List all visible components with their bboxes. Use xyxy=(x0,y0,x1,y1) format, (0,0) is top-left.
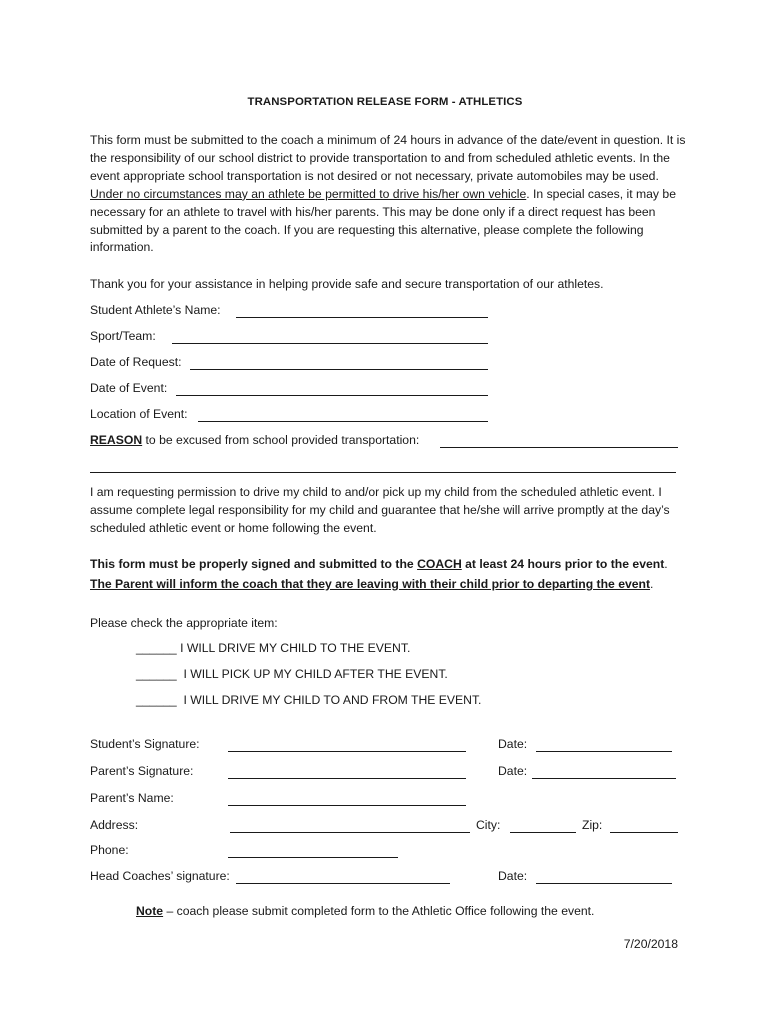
student-date-field[interactable] xyxy=(536,750,672,752)
phone-label: Phone: xyxy=(90,843,129,857)
coach-date-field[interactable] xyxy=(536,882,672,884)
reason-keyword: REASON xyxy=(90,433,143,447)
zip-field[interactable] xyxy=(610,831,678,833)
option-checkbox-blank[interactable]: ______ xyxy=(136,641,177,655)
coach-signature-field[interactable] xyxy=(236,882,450,884)
option-checkbox-blank[interactable]: ______ xyxy=(136,667,177,681)
date-request-field[interactable] xyxy=(190,368,488,370)
parent-date-field[interactable] xyxy=(532,777,676,779)
date-event-field[interactable] xyxy=(176,394,488,396)
notice-line-1 xyxy=(90,556,668,574)
location-label: Location of Event: xyxy=(90,407,188,421)
coach-signature-label: Head Coaches’ signature: xyxy=(90,869,230,883)
date-request-row xyxy=(90,354,181,372)
student-date-label: Date: xyxy=(498,737,528,751)
sport-team-row xyxy=(90,328,156,346)
reason-row xyxy=(90,432,419,450)
intro-text-1: This form must be submitted to the coach a minimum of 24 hours in advance of the date/event in question. It is the responsibility of our school district to provide transportation to and from scheduled athletic events. In the event appropriate school transportation is not desired or not necessary, private automobiles may be used. xyxy=(90,133,686,183)
city-field[interactable] xyxy=(510,831,576,833)
location-row xyxy=(90,406,188,424)
form-title: TRANSPORTATION RELEASE FORM - ATHLETICS xyxy=(247,96,523,108)
thanks-text: Thank you for your assistance in helping provide safe and secure transportation of our athletes. xyxy=(90,277,604,291)
student-name-label: Student Athlete’s Name: xyxy=(90,303,221,317)
parent-signature-label: Parent’s Signature: xyxy=(90,764,194,778)
option-label: I WILL DRIVE MY CHILD TO THE EVENT. xyxy=(180,641,411,655)
parent-date-label: Date: xyxy=(498,764,528,778)
option-drive-to[interactable] xyxy=(136,640,410,658)
location-field[interactable] xyxy=(198,420,488,422)
option-label: I WILL DRIVE MY CHILD TO AND FROM THE EVENT. xyxy=(183,693,482,707)
student-name-field[interactable] xyxy=(236,316,488,318)
reason-field-line-2[interactable] xyxy=(90,471,676,473)
sport-team-label: Sport/Team: xyxy=(90,329,156,343)
address-label: Address: xyxy=(90,818,139,832)
reason-field[interactable] xyxy=(440,446,678,448)
notice-text-a: This form must be properly signed and submitted to the xyxy=(90,557,418,571)
date-event-label: Date of Event: xyxy=(90,381,168,395)
reason-label: to be excused from school provided transportation: xyxy=(142,433,420,447)
permission-paragraph: I am requesting permission to drive my child to and/or pick up my child from the scheduled athletic event. I assume complete legal responsibility for my child and guarantee that he/she will arrive promptly at the day’s scheduled athletic event or home following the event. xyxy=(90,485,670,535)
zip-label: Zip: xyxy=(582,818,603,832)
notice-line-2 xyxy=(90,576,653,594)
address-field[interactable] xyxy=(230,831,470,833)
student-signature-field[interactable] xyxy=(228,750,466,752)
option-checkbox-blank[interactable]: ______ xyxy=(136,693,177,707)
parent-name-field[interactable] xyxy=(228,804,466,806)
sport-team-field[interactable] xyxy=(172,342,488,344)
note-line xyxy=(136,903,594,921)
note-keyword: Note xyxy=(136,904,164,918)
option-label: I WILL PICK UP MY CHILD AFTER THE EVENT. xyxy=(183,667,448,681)
date-request-label: Date of Request: xyxy=(90,355,182,369)
intro-paragraph xyxy=(90,132,690,257)
city-label: City: xyxy=(476,818,501,832)
parent-signature-field[interactable] xyxy=(228,777,466,779)
notice-end-1: . xyxy=(664,557,668,571)
notice-parent-text: The Parent will inform the coach that they are leaving with their child prior to departing the event xyxy=(90,577,651,591)
student-name-row xyxy=(90,302,221,320)
option-to-and-from[interactable] xyxy=(136,692,481,710)
parent-name-label: Parent’s Name: xyxy=(90,791,174,805)
note-text: – coach please submit completed form to the Athletic Office following the event. xyxy=(163,904,595,918)
option-pick-up[interactable] xyxy=(136,666,448,684)
check-prompt: Please check the appropriate item: xyxy=(90,616,278,630)
phone-field[interactable] xyxy=(228,856,398,858)
coach-date-label: Date: xyxy=(498,869,528,883)
student-signature-label: Student’s Signature: xyxy=(90,737,200,751)
footer-date: 7/20/2018 xyxy=(623,937,678,951)
intro-text-2: . In special cases, it may be necessary for an athlete to travel with his/her parents. This may be done only if a direct request has been submitted by a parent to the coach. If you are requesting this alternative, please complete the following information. xyxy=(90,186,676,255)
notice-text-b: at least 24 hours prior to the event xyxy=(461,557,665,571)
notice-coach: COACH xyxy=(417,557,462,571)
date-event-row xyxy=(90,380,167,398)
intro-underlined-text: Under no circumstances may an athlete be permitted to drive his/her own vehicle xyxy=(90,186,527,201)
notice-end-2: . xyxy=(650,577,654,591)
